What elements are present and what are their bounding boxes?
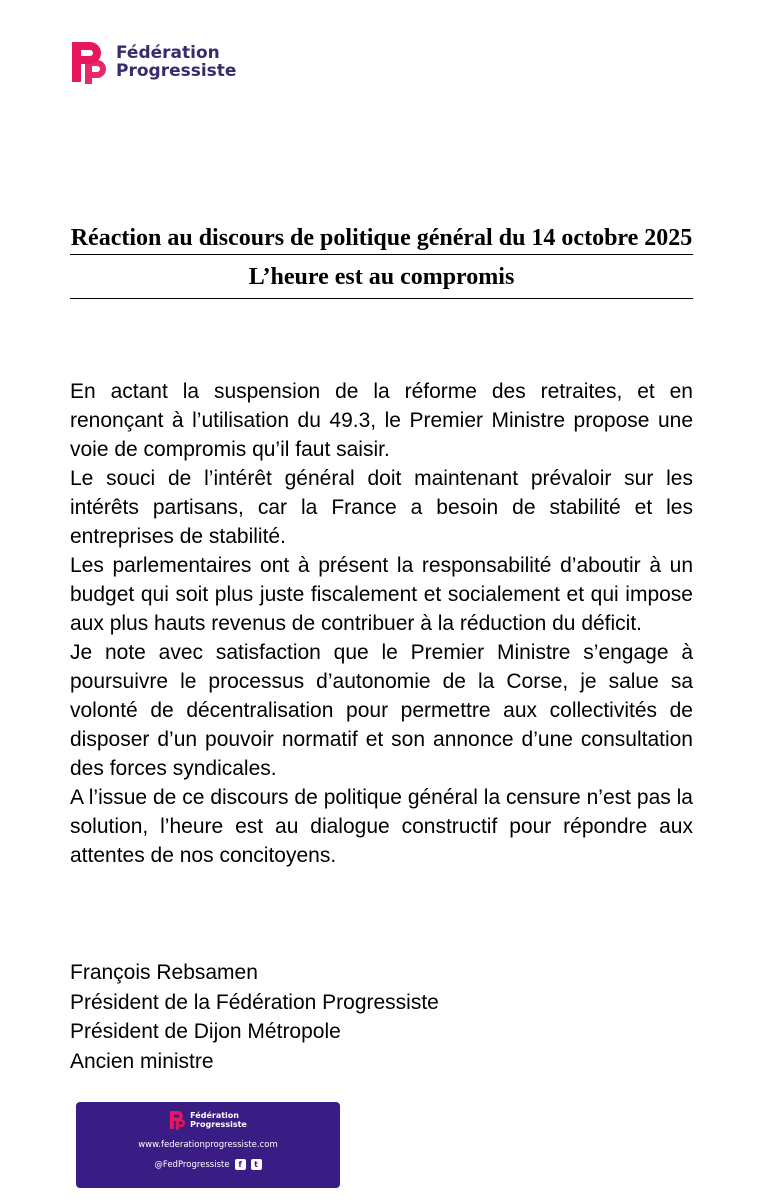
- paragraph: A l’issue de ce discours de politique général la censure n’est pas la solution, l’heure est au dialogue constructif pour répondre aux attentes de nos concitoyens.: [70, 786, 693, 867]
- contact-card: [76, 1102, 340, 1188]
- fp-logo-icon: [70, 40, 108, 84]
- paragraph: En actant la suspension de la réforme des retraites, et en renonçant à l’utilisation du 49.3, le Premier Ministre propose une voie de compromis qu’il faut saisir.: [70, 380, 693, 461]
- title-divider-bottom: [70, 298, 693, 299]
- card-logo: [76, 1110, 340, 1130]
- card-logo-line-1: Fédération: [190, 1111, 239, 1120]
- document-subtitle: L’heure est au compromis: [248, 264, 515, 290]
- fp-logo-icon: [169, 1110, 186, 1130]
- signatory-role: Président de la Fédération Progressiste: [70, 990, 439, 1014]
- logo-wordmark: [116, 44, 236, 80]
- twitter-icon[interactable]: t: [251, 1159, 262, 1170]
- paragraph: Les parlementaires ont à présent la responsabilité d’aboutir à un budget qui soit plus juste fiscalement et socialement et qui impose aux plus hauts revenus de contribuer à la réduction du déficit.: [70, 554, 693, 635]
- title-block: [70, 222, 693, 299]
- paragraph: Le souci de l’intérêt général doit maintenant prévaloir sur les intérêts partisans, car la France a besoin de stabilité et les entreprises de stabilité.: [70, 467, 693, 548]
- document-title: Réaction au discours de politique général du 14 octobre 2025: [70, 225, 693, 251]
- statement-body: [70, 377, 693, 870]
- logo-line-1: Fédération: [116, 43, 220, 63]
- federation-logo: [70, 40, 236, 84]
- logo-line-2: Progressiste: [116, 61, 237, 81]
- paragraph: Je note avec satisfaction que le Premier Ministre s’engage à poursuivre le processus d’autonomie de la Corse, je salue sa volonté de décentralisation pour permettre aux collectivités de disposer d’un pouvoir normatif et son annonce d’une consultation des forces syndicales.: [70, 641, 693, 780]
- card-logo-wordmark: [190, 1111, 247, 1129]
- card-logo-line-2: Progressiste: [190, 1120, 247, 1129]
- website-link[interactable]: www.federationprogressiste.com: [138, 1140, 278, 1150]
- signature-block: [70, 958, 439, 1076]
- facebook-icon[interactable]: f: [235, 1159, 246, 1170]
- title-divider-top: [70, 254, 693, 255]
- social-row: [76, 1159, 340, 1170]
- signatory-role: Ancien ministre: [70, 1049, 214, 1073]
- signatory-name: François Rebsamen: [70, 961, 258, 984]
- social-handle[interactable]: @FedProgressiste: [154, 1159, 230, 1170]
- signatory-role: Président de Dijon Métropole: [70, 1020, 341, 1043]
